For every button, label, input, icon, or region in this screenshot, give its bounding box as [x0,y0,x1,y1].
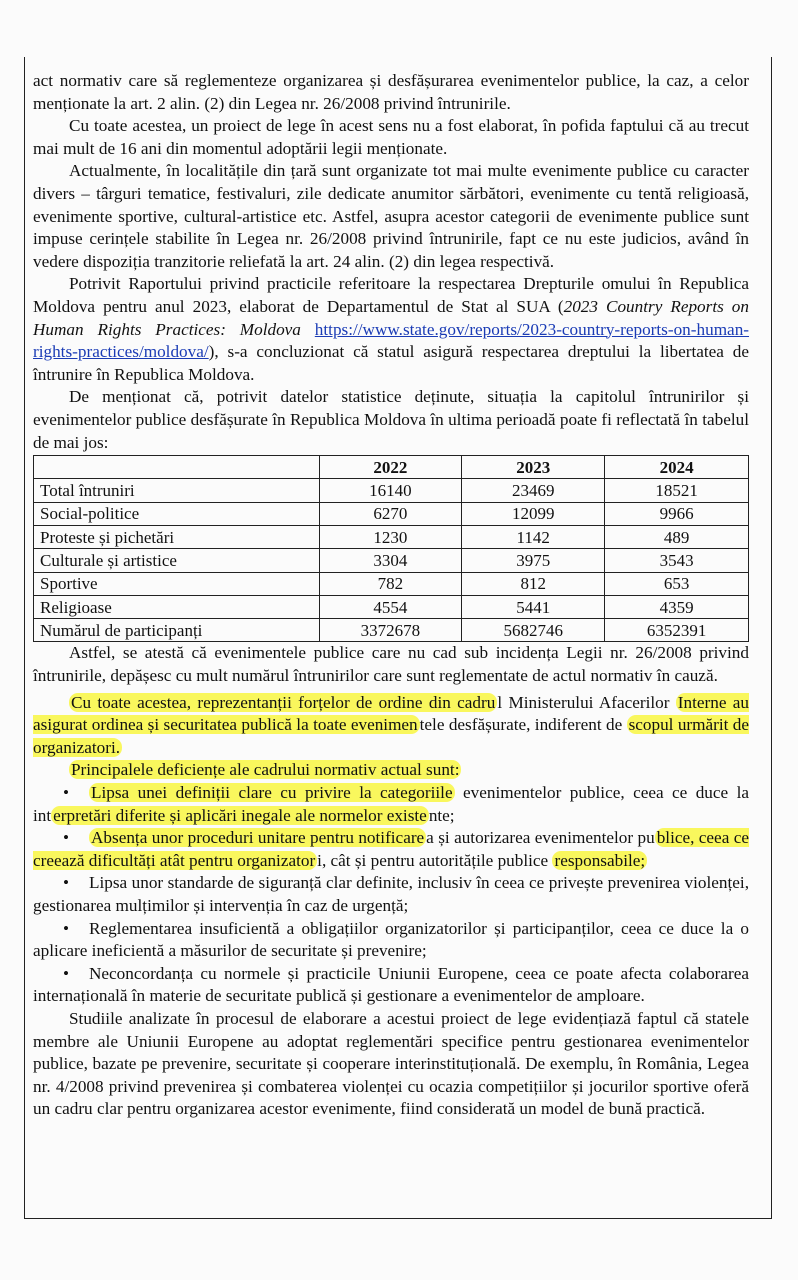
us-report-text-b: ), s-a concluzionat că statul asigură respectarea dreptului la libertatea de întrunire în Republica Moldova. [33,342,749,384]
table-row [34,619,749,642]
list-item [33,782,749,827]
bullet-icon: • [63,873,70,893]
list-item [33,918,749,963]
plain-text: nte; [428,805,455,825]
highlighted-text: scopul urmărit de organizatori. [33,715,749,757]
us-report-text-a: Potrivit Raportului privind practicile referitoare la respectarea Drepturile omului în Republica Moldova pentru anul 2023, elaborat de Departamentul de Stat al SUA ( [33,274,749,316]
paragraph-intro: act normativ care să reglementeze organizarea și desfășurarea evenimentelor publice, la caz, a celor menționate la art. 2 alin. (2) din Legea nr. 26/2008 privind întrunirile. [33,71,749,113]
paragraph-deficiencies [33,759,749,782]
highlighted-text: Absența unor proceduri unitare pentru notificare [91,828,425,848]
paragraph-police [33,692,749,760]
plain-text: a și autorizarea evenimentelor pu [426,828,655,848]
bullet-icon: • [63,963,70,983]
table-header-2023: 2023 [462,456,605,479]
cell-2022: 3372678 [319,619,462,642]
row-label: Culturale și artistice [34,549,320,572]
cell-2024: 4359 [605,595,749,618]
table-row [34,525,749,548]
cell-2023: 5682746 [462,619,605,642]
cell-2024: 9966 [605,502,749,525]
cell-2022: 6270 [319,502,462,525]
row-label: Proteste și pichetări [34,525,320,548]
statistics-table [33,455,749,642]
list-item [33,827,749,872]
plain-text: tele desfășurate, indiferent de [419,715,627,735]
paragraph-conclusion: Astfel, se atestă că evenimentele publice care nu cad sub incidența Legii nr. 26/2008 privind întrunirile, depășesc cu mult numărul întrunirilor care sunt reglementate de actul normativ în cauză. [33,643,749,686]
table-row [34,572,749,595]
table-header-row [34,456,749,479]
bullet-icon: • [63,828,70,848]
document-body [33,70,749,1121]
highlighted-text: Cu toate acestea, reprezentanții forțelor de ordine din cadru [71,692,496,712]
cell-2024: 653 [605,572,749,595]
row-label: Social-politice [34,502,320,525]
row-label: Numărul de participanți [34,619,320,642]
cell-2024: 489 [605,525,749,548]
highlighted-text: Principalele deficiențe ale cadrului normativ actual sunt: [71,760,460,780]
cell-2022: 782 [319,572,462,595]
cell-2023: 23469 [462,479,605,502]
paragraph-statistics-intro: De menționat că, potrivit datelor statistice deținute, situația la capitolul întrunirilor și evenimentelor publice desfășurate în Republica Moldova în ultima perioadă poate fi reflectată în tabelul de mai jos: [33,387,749,452]
table-header-empty [34,456,320,479]
paragraph-current-situation: Actualmente, în localitățile din țară sunt organizate tot mai multe evenimente publice cu caracter divers – târguri tematice, festivaluri, zile dedicate anumitor sărbători, evenimente cu tentă religioasă, evenimente sportive, cultural-artistice etc. Astfel, asupra acestor categorii de evenimente publice sunt impuse cerințele stabilite în Legea nr. 26/2008 privind întrunirile, fapt ce nu este judicios, având în vedere dispoziția tranzitorie reliefată la art. 24 alin. (2) din legea respectivă. [33,161,749,271]
list-item [33,872,749,917]
paragraph-us-report [33,273,749,386]
us-report-link[interactable]: https://www.state.gov/reports/2023-country-reports-on-human-rights-practices/moldova/ [33,319,750,362]
bullet-icon: • [63,918,70,938]
cell-2024: 3543 [605,549,749,572]
row-label: Total întruniri [34,479,320,502]
cell-2022: 1230 [319,525,462,548]
row-label: Sportive [34,572,320,595]
list-item [33,963,749,1008]
cell-2022: 4554 [319,595,462,618]
row-label: Religioase [34,595,320,618]
highlighted-text: Interne au asigurat ordinea și securitatea publică la toate evenimen [33,692,750,735]
table-row [34,479,749,502]
cell-2022: 3304 [319,549,462,572]
list-item-text: Reglementarea insuficientă a obligațiilor organizatorilor și participanților, ceea ce duce la o aplicare ineficientă a măsurilor de securitate și prevenire; [33,918,749,961]
cell-2024: 18521 [605,479,749,502]
highlighted-text: blice, ceea ce creează dificultăți atât pentru organizator [33,828,749,870]
cell-2022: 16140 [319,479,462,502]
us-report-title: 2023 Country Reports on Human Rights Practices: Moldova [33,296,749,339]
table-row [34,595,749,618]
highlighted-text: erpretări diferite și aplicări inegale ale normelor existe [53,805,427,825]
cell-2023: 12099 [462,502,605,525]
cell-2023: 3975 [462,549,605,572]
plain-text: l Ministerului Afacerilor [497,692,676,712]
table-header-2022: 2022 [319,456,462,479]
table-row [34,502,749,525]
paragraph-eu-studies: Studiile analizate în procesul de elaborare a acestui proiect de lege evidențiază faptul că statele membre ale Uniunii Europene au adoptat reglementări specifice pentru gestionarea evenimentelor publice, bazate pe prevenire, securitate și cooperare interinstituțională. De exemplu, în România, Legea nr. 4/2008 privind prevenirea și combaterea violenței cu ocazia competițiilor și jocurilor sportive oferă un cadru clar pentru organizarea acestor evenimente, fiind considerată un model de bună practică. [33,1008,749,1119]
plain-text: i, cât și pentru autoritățile publice [317,850,553,870]
cell-2023: 812 [462,572,605,595]
plain-text: evenimentelor publice, ceea ce duce la int [33,783,749,825]
list-item-text: Neconcordanța cu normele și practicile Uniunii Europene, ceea ce poate afecta colaborarea internațională în materie de securitate publică și gestionare a evenimentelor de amploare. [33,963,749,1006]
table-header-2024: 2024 [605,456,749,479]
highlighted-text: Lipsa unei definiții clare cu privire la categoriile [91,783,453,803]
table-row [34,549,749,572]
highlighted-text: responsabile; [554,850,646,870]
cell-2023: 1142 [462,525,605,548]
cell-2024: 6352391 [605,619,749,642]
list-item-text: Lipsa unor standarde de siguranță clar definite, inclusiv în ceea ce privește prevenirea violenței, gestionarea mulțimilor și intervenția în caz de urgență; [33,873,749,915]
paragraph-no-draft: Cu toate acestea, un proiect de lege în acest sens nu a fost elaborat, în pofida faptului că au trecut mai mult de 16 ani din momentul adoptării legii menționate. [33,116,749,158]
bullet-icon: • [63,783,70,803]
cell-2023: 5441 [462,595,605,618]
